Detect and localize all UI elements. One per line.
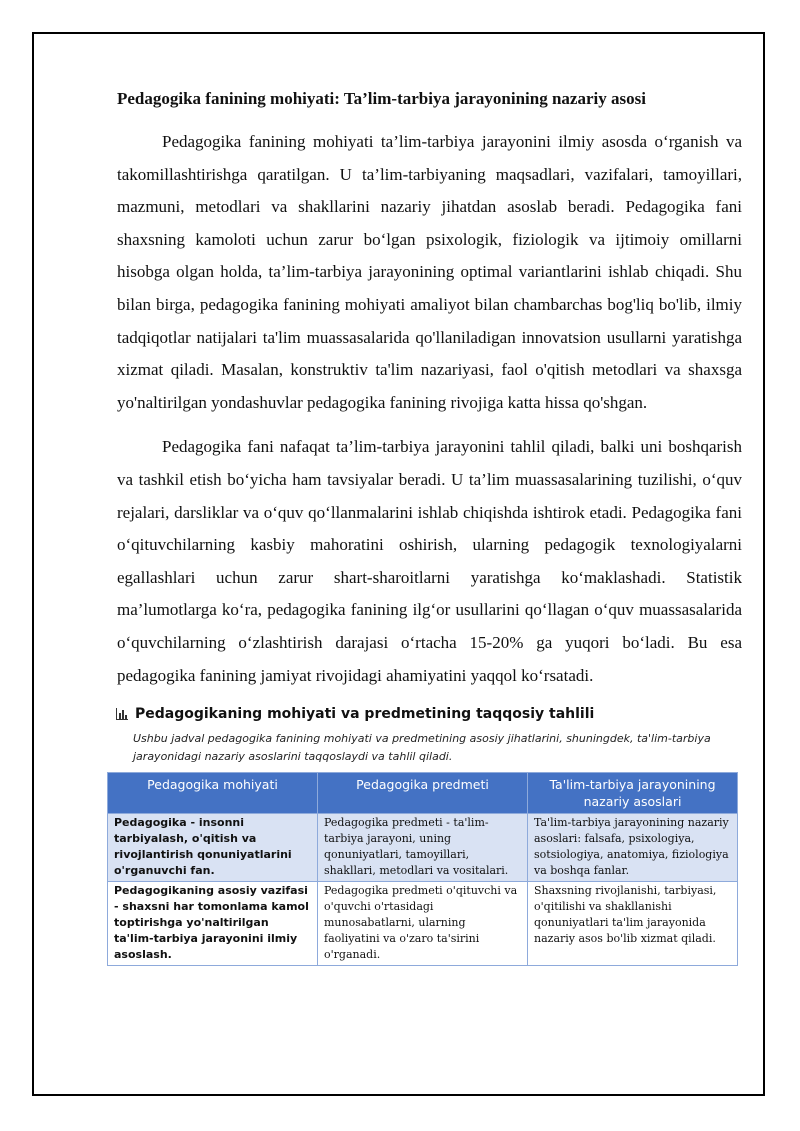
table-cell: Pedagogikaning asosiy vazifasi - shaxsni har tomonlama kamol toptirishga yo'naltirilgan ta'lim-tarbiya jarayonini ilmiy asoslash. xyxy=(108,882,318,966)
table-row xyxy=(108,882,738,966)
table-cell: Ta'lim-tarbiya jarayonining nazariy asoslari: falsafa, psixologiya, sotsiologiya, anatomiya, fiziologiya va boshqa fanlar. xyxy=(528,814,738,882)
document-title: Pedagogika fanining mohiyati: Ta’lim-tarbiya jarayonining nazariy asosi xyxy=(117,89,646,108)
paragraph-2: Pedagogika fani nafaqat ta’lim-tarbiya jarayonini tahlil qiladi, balki uni boshqarish va tashkil etish bo‘yicha ham tavsiyalar beradi. U ta’lim muassasalarining tuzilishi, o‘quv rejalari, darsliklar va o‘quv qo‘llanmalarini ishlab chiqishda ishtirok etadi. Pedagogika fani o‘qituvchilarning kasbiy mahoratini oshirish, ularning pedagogik texnologiyalarni egallashlari uchun zarur shart-sharoitlarni yaratishga ko‘maklashadi. Statistik ma’lumotlarga ko‘ra, pedagogika fanining ilg‘or usullarini qo‘llagan o‘quv muassasalarida o‘quvchilarning o‘zlashtirish darajasi o‘rtacha 15-20% ga yuqori bo‘ladi. Bu esa pedagogika fanining jamiyat rivojidagi ahamiyatini yaqqol ko‘rsatadi. xyxy=(117,437,742,685)
comparison-table xyxy=(107,772,738,966)
table-cell: Pedagogika - insonni tarbiyalash, o'qitish va rivojlantirish qonuniyatlarini o'rganuvchi fan. xyxy=(108,814,318,882)
table-header-row xyxy=(108,773,738,814)
paragraph-1: Pedagogika fanining mohiyati ta’lim-tarbiya jarayonini ilmiy asosda o‘rganish va takomillashtirishga qaratilgan. U ta’lim-tarbiyaning maqsadlari, vazifalari, tamoyillari, mazmuni, metodlari va shakllarini nazariy jihatdan asoslab beradi. Pedagogika fani shaxsning kamoloti uchun zarur bo‘lgan psixologik, fiziologik va ijtimoiy omillarni hisobga olgan holda, ta’lim-tarbiya jarayonining optimal variantlarini ishlab chiqadi. Shu bilan birga, pedagogika fanining mohiyati amaliyot bilan chambarchas bog'liq bo'lib, ilmiy tadqiqotlar natijalari ta'lim muassasalarida qo'llaniladigan innovatsion usullarni yaratishga xizmat qiladi. Masalan, konstruktiv ta'lim nazariyasi, faol o'qitish metodlari va shaxsga yo'naltirilgan yondashuvlar pedagogika fanining rivojiga katta hissa qo'shgan. xyxy=(117,132,742,412)
table-cell: Pedagogika predmeti - ta'lim-tarbiya jarayoni, uning qonuniyatlari, tamoyillari, shakllari, metodlari va vositalari. xyxy=(318,814,528,882)
table-cell: Pedagogika predmeti o'qituvchi va o'quvchi o'rtasidagi munosabatlarni, ularning faoliyatini va o'zaro ta'sirini o'rganadi. xyxy=(318,882,528,966)
table-cell: Shaxsning rivojlanishi, tarbiyasi, o'qitilishi va shakllanishi qonuniyatlari ta'lim jarayonida nazariy asos bo'lib xizmat qiladi. xyxy=(528,882,738,966)
document-body xyxy=(114,86,742,966)
bar-chart-icon xyxy=(115,707,129,721)
column-header-theoretical-basis: Ta'lim-tarbiya jarayonining nazariy asoslari xyxy=(528,773,738,814)
table-caption: Ushbu jadval pedagogika fanining mohiyati va predmetining asosiy jihatlarini, shuningdek, ta'lim-tarbiya jarayonidagi nazariy asoslarini taqqoslaydi va tahlil qiladi. xyxy=(133,732,711,764)
table-row xyxy=(108,814,738,882)
table-heading xyxy=(115,704,742,724)
column-header-essence: Pedagogika mohiyati xyxy=(108,773,318,814)
table-heading-text: Pedagogikaning mohiyati va predmetining taqqosiy tahlili xyxy=(135,706,595,723)
column-header-subject: Pedagogika predmeti xyxy=(318,773,528,814)
